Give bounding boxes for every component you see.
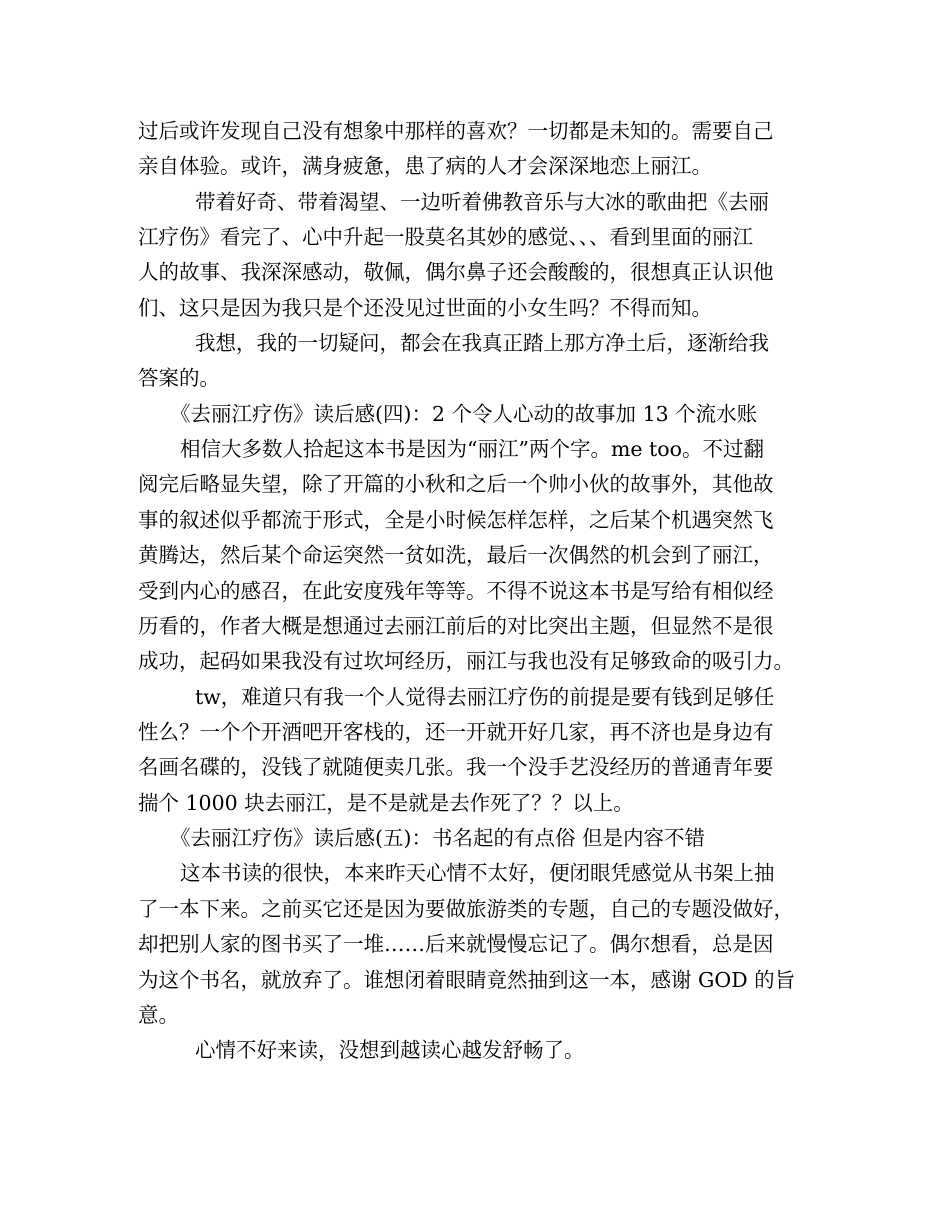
text-line: 事的叙述似乎都流于形式，全是小时候怎样怎样，之后某个机遇突然飞: [138, 508, 774, 532]
text-line: tw，难道只有我一个人觉得去丽江疗伤的前提是要有钱到足够任: [195, 685, 775, 709]
text-line: 意。: [138, 1003, 179, 1027]
text-line: 揣个 1000 块去丽江，是不是就是去作死了？？以上。: [138, 791, 634, 815]
text-line: 这本书读的很快，本来昨天心情不太好，便闭眼凭感觉从书架上抽: [180, 861, 775, 885]
section-heading-5: 《去丽江疗伤》读后感(五)：书名起的有点俗 但是内容不错: [170, 826, 706, 850]
text-line: 名画名碟的，没钱了就随便卖几张。我一个没手艺没经历的普通青年要: [138, 755, 774, 779]
section-heading-4: 《去丽江疗伤》读后感(四)：2 个令人心动的故事加 13 个流水账: [170, 402, 758, 426]
text-line: 过后或许发现自己没有想象中那样的喜欢？一切都是未知的。需要自己: [138, 119, 774, 143]
text-line: 答案的。: [138, 366, 220, 390]
text-line: 人的故事、我深深感动，敬佩，偶尔鼻子还会酸酸的，很想真正认识他: [138, 260, 774, 284]
text-line: 我想，我的一切疑问，都会在我真正踏上那方净土后，逐渐给我: [195, 331, 769, 355]
text-line: 历看的，作者大概是想通过去丽江前后的对比突出主题，但显然不是很: [138, 614, 774, 638]
text-line: 心情不好来读，没想到越读心越发舒畅了。: [195, 1038, 585, 1062]
text-line: 为这个书名，就放弃了。谁想闭着眼睛竟然抽到这一本，感谢 GOD 的旨: [138, 968, 796, 992]
text-line: 性么？一个个开酒吧开客栈的，还一开就开好几家，再不济也是身边有: [138, 720, 774, 744]
text-line: 阅完后略显失望，除了开篇的小秋和之后一个帅小伙的故事外，其他故: [138, 472, 774, 496]
text-line: 黄腾达，然后某个命运突然一贫如洗，最后一次偶然的机会到了丽江，: [138, 543, 774, 567]
text-line: 受到内心的感召，在此安度残年等等。不得不说这本书是写给有相似经: [138, 579, 774, 603]
text-line: 们、这只是因为我只是个还没见过世面的小女生吗？不得而知。: [138, 296, 712, 320]
text-line: 亲自体验。或许，满身疲惫，患了病的人才会深深地恋上丽江。: [138, 154, 712, 178]
text-line: 却把别人家的图书买了一堆……后来就慢慢忘记了。偶尔想看，总是因: [138, 932, 774, 956]
text-line: 相信大多数人拾起这本书是因为“丽江”两个字。me too。不过翻: [180, 437, 764, 461]
text-line: 江疗伤》看完了、心中升起一股莫名其妙的感觉、、、看到里面的丽江: [138, 225, 753, 249]
text-line: 了一本下来。之前买它还是因为要做旅游类的专题，自己的专题没做好，: [138, 897, 794, 921]
text-line: 成功，起码如果我没有过坎坷经历，丽江与我也没有足够致命的吸引力。: [138, 649, 794, 673]
text-line: 带着好奇、带着渴望、一边听着佛教音乐与大冰的歌曲把《去丽: [195, 190, 769, 214]
